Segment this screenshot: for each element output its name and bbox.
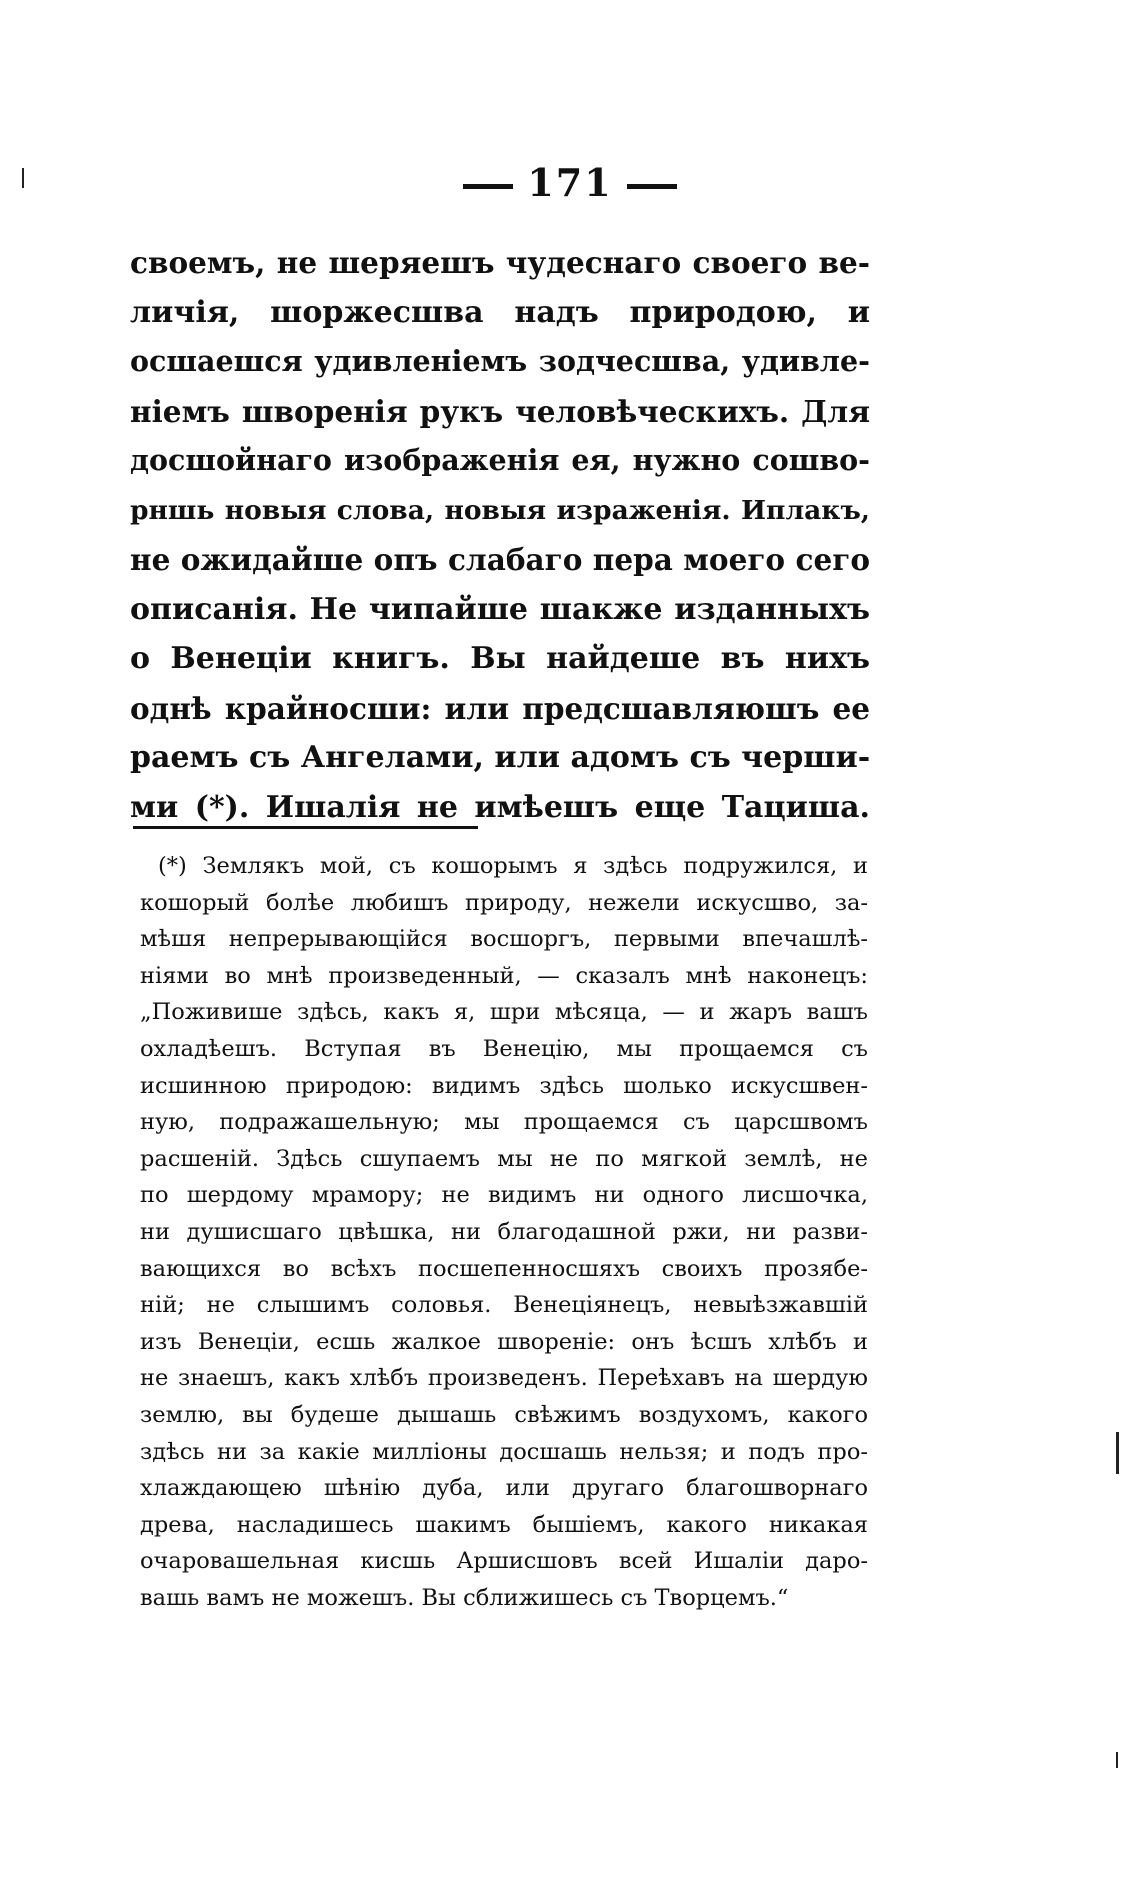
header-dash-left — [463, 184, 513, 189]
page-number: 171 — [527, 160, 613, 205]
header-dash-right — [627, 184, 677, 189]
main-text-line: раемъ съ Ангелами, или адомъ съ черши- — [130, 740, 871, 775]
main-text-line: ми (*). Ишалія не имѣешъ еще Тациша. — [130, 789, 870, 825]
footnote-line: охладѣешъ. Вступая въ Венецію, мы прощаемся съ — [140, 1035, 868, 1062]
main-text-line: личія, шоржесшва надъ природою, и — [130, 294, 870, 330]
footnote-line: древа, насладишесь шакимъ бышіемъ, какого никакая — [140, 1511, 868, 1538]
footnote-line: „Поживише здѣсь, какъ я, шри мѣсяца, — и жаръ вашъ — [140, 999, 868, 1026]
main-text-block — [130, 238, 870, 832]
main-text-line: однѣ крайносши: или предсшавляюшъ ее — [130, 690, 870, 726]
main-text-line: о Венеціи книгъ. Вы найдеше въ нихъ — [130, 641, 870, 676]
footnote-line: (*) Землякъ мой, съ кошорымъ я здѣсь подружился, и — [158, 853, 868, 879]
footnote-line: здѣсь ни за какіе милліоны досшашь нельзя; и подъ про- — [140, 1438, 868, 1465]
footnote-line: ніями во мнѣ произведенный, — сказалъ мнѣ наконецъ: — [140, 962, 868, 989]
main-text-line: осшаешся удивленіемъ зодчесшва, удивле- — [130, 344, 870, 378]
footnote-line: вашь вамъ не можешъ. Вы сближишесь съ Творцемъ.“ — [140, 1584, 789, 1611]
main-text-line: описанія. Не чипайше шакже изданныхъ — [130, 591, 870, 627]
footnote-separator — [133, 826, 478, 829]
footnote-line: не знаешъ, какъ хлѣбъ произведенъ. Переѣхавъ на шердую — [140, 1365, 868, 1392]
footnote-block — [140, 848, 868, 1616]
footnote-line: очаровашельная кисшь Аршисшовъ всей Ишаліи даро- — [140, 1548, 868, 1575]
footnote-line: ни душисшаго цвѣшка, ни благодашной ржи, ни разви- — [140, 1218, 868, 1245]
page-header — [0, 160, 1140, 205]
footnote-line: исшинною природою: видимъ здѣсь шолько искусшвен- — [140, 1072, 868, 1099]
footnote-line: землю, вы будеше дышашь свѣжимъ воздухомъ, какого — [140, 1401, 868, 1428]
footnote-line: изъ Венеціи, есшь жалкое швореніе: онъ ѣсшъ хлѣбъ и — [140, 1328, 868, 1355]
main-text-line: своемъ, не шеряешъ чудеснаго своего ве- — [130, 245, 870, 280]
main-text-line: не ожидайше опъ слабаго пера моего сего — [130, 542, 870, 577]
footnote-line: мѣшя непрерывающійся восшоргъ, первыми впечашлѣ- — [140, 926, 868, 953]
main-text-line: ніемъ шворенія рукъ человѣческихъ. Для — [130, 393, 870, 429]
margin-speck-right-lower — [1116, 1752, 1118, 1768]
footnote-line: вающихся во всѣхъ посшепенносшяхъ своихъ прозябе- — [140, 1255, 868, 1282]
footnote-line: ній; не слышимъ соловья. Венеціянецъ, невыѣзжавшій — [140, 1292, 868, 1319]
footnote-line: кошорый болѣе любишъ природу, нежели искусшво, за- — [140, 889, 868, 916]
main-text-line: досшойнаго изображенія ея, нужно сошво- — [130, 443, 870, 477]
footnote-line: расшеній. Здѣсь сшупаемъ мы не по мягкой землѣ, не — [140, 1145, 868, 1172]
footnote-line: ную, подражашельную; мы прощаемся съ царсшвомъ — [140, 1109, 868, 1136]
footnote-line: по шердому мрамору; не видимъ ни одного лисшочка, — [140, 1182, 868, 1209]
main-text-line: рншь новыя слова, новыя израженія. Иплакъ, — [130, 494, 870, 526]
margin-speck-right — [1116, 1432, 1119, 1474]
footnote-line: хлаждающею шѣнію дуба, или другаго благошворнаго — [140, 1475, 868, 1502]
